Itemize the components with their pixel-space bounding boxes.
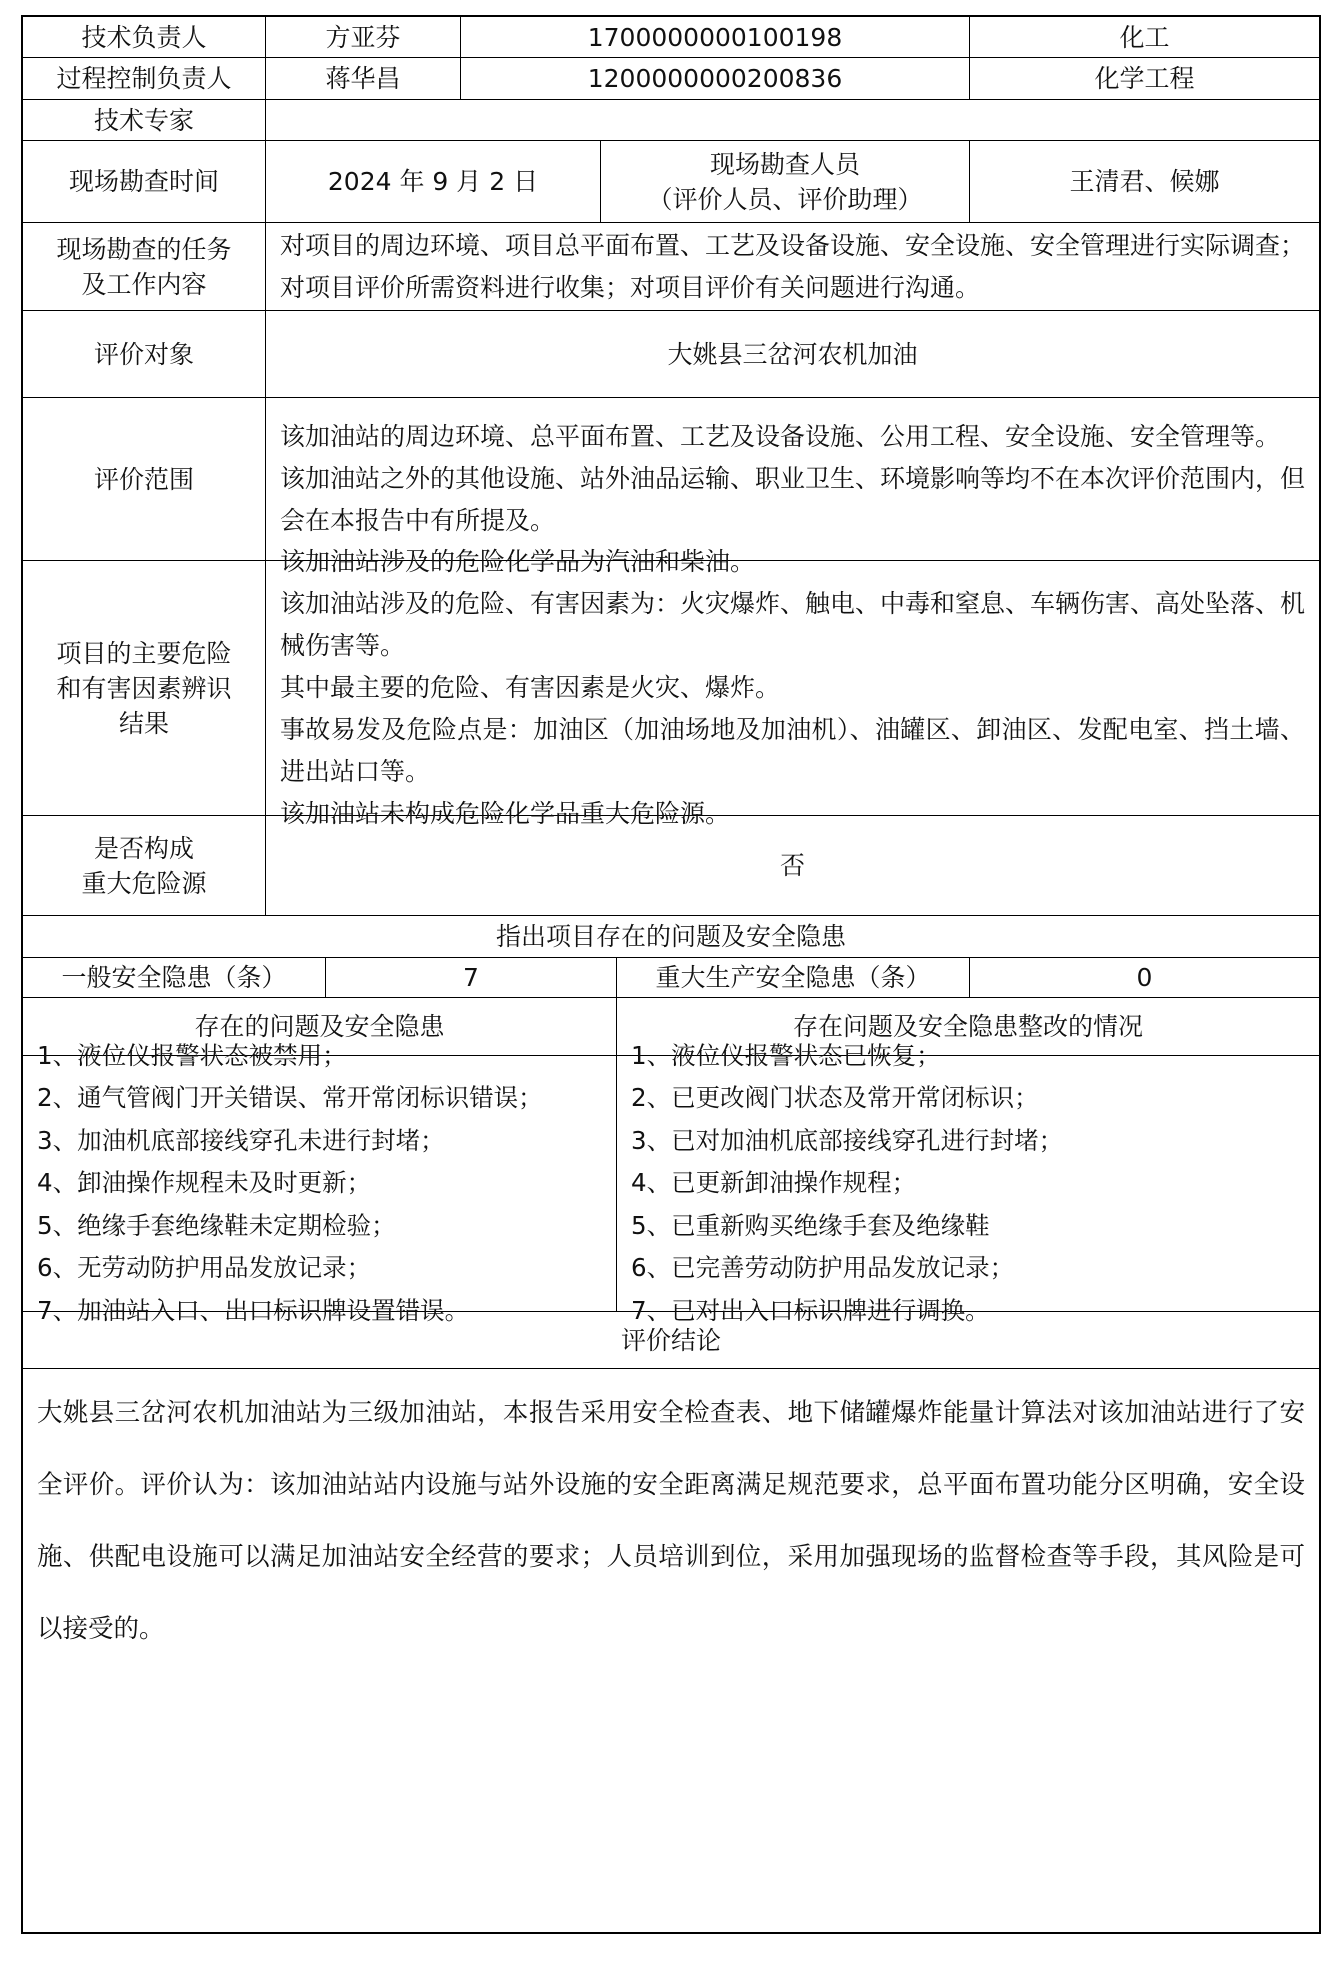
counts-row xyxy=(23,958,1319,998)
scope-paragraph: 该加油站的周边环境、总平面布置、工艺及设备设施、公用工程、安全设施、安全管理等。 xyxy=(280,422,1281,451)
conclusion-title: 评价结论 xyxy=(620,1325,721,1355)
rectification-item: 4、已更新卸油操作规程； xyxy=(631,1168,917,1198)
hazards-content xyxy=(266,547,1319,828)
rectification-item: 6、已完善劳动防护用品发放记录； xyxy=(631,1253,1015,1283)
issue-item: 6、无劳动防护用品发放记录； xyxy=(37,1253,372,1283)
issues-col-title: 存在的问题及安全隐患 xyxy=(23,998,617,1055)
process-lead-number: 1200000000200836 xyxy=(461,58,970,99)
scope-paragraph: 该加油站之外的其他设施、站外油品运输、职业卫生、环境影响等均不在本次评价范围内，但会在本报告中有所提及。 xyxy=(280,464,1306,535)
survey-row xyxy=(23,141,1319,223)
issues-header: 指出项目存在的问题及安全隐患 xyxy=(495,922,846,951)
process-lead-label: 过程控制负责人 xyxy=(23,58,266,99)
object-value: 大姚县三岔河农机加油 xyxy=(667,339,918,369)
major-source-label xyxy=(23,816,266,915)
expert-value xyxy=(266,100,1319,140)
tech-lead-name: 方亚芬 xyxy=(266,17,461,57)
rectification-item: 3、已对加油机底部接线穿孔进行封堵； xyxy=(631,1125,1064,1155)
issue-item: 1、液位仪报警状态被禁用； xyxy=(37,1040,347,1070)
major-source-row xyxy=(23,816,1319,916)
survey-staff-value: 王清君、候娜 xyxy=(1069,167,1220,196)
issue-item: 3、加油机底部接线穿孔未进行封堵； xyxy=(37,1125,445,1155)
object-row xyxy=(23,311,1319,398)
conclusion-title-row xyxy=(23,1312,1319,1369)
issue-item: 5、绝缘手套绝缘鞋未定期检验； xyxy=(37,1210,396,1240)
hazards-paragraph: 该加油站涉及的危险、有害因素为：火灾爆炸、触电、中毒和窒息、车辆伤害、高处坠落、机械伤害等。 xyxy=(280,589,1306,660)
survey-staff-label xyxy=(601,141,970,222)
general-hazard-count: 7 xyxy=(326,958,617,997)
scope-content xyxy=(266,398,1319,560)
conclusion-text: 大姚县三岔河农机加油站为三级加油站，本报告采用安全检查表、地下储罐爆炸能量计算法对该加油站进行了安全评价。评价认为：该加油站站内设施与站外设施的安全距离满足规范要求，总平面布置功能分区明确，安全设施、供配电设施可以满足加油站安全经营的要求；人员培训到位，采用加强现场的监督检查等手段，其风险是可以接受的。 xyxy=(37,1398,1305,1644)
issues-header-row xyxy=(23,916,1319,958)
scope-row xyxy=(23,398,1319,561)
task-row xyxy=(23,223,1319,311)
issues-list xyxy=(23,1040,617,1325)
scope-label: 评价范围 xyxy=(23,398,266,560)
conclusion-row xyxy=(23,1369,1319,1932)
task-label-line1: 现场勘查的任务 xyxy=(56,234,232,264)
hazards-label-line2: 和有害因素辨识 xyxy=(56,673,232,703)
expert-label: 技术专家 xyxy=(23,100,266,140)
process-lead-row xyxy=(23,58,1319,100)
hazards-label-line3: 结果 xyxy=(118,708,169,738)
rectification-item: 5、已重新购买绝缘手套及绝缘鞋 xyxy=(631,1210,990,1240)
major-hazard-label: 重大生产安全隐患（条） xyxy=(617,958,970,997)
hazards-paragraph: 该加油站涉及的危险化学品为汽油和柴油。 xyxy=(280,547,756,576)
tech-lead-number: 1700000000100198 xyxy=(461,17,970,57)
issue-item: 7、加油站入口、出口标识牌设置错误。 xyxy=(37,1295,470,1325)
survey-time-value: 2024 年 9 月 2 日 xyxy=(266,141,601,222)
rectification-item: 1、液位仪报警状态已恢复； xyxy=(631,1040,941,1070)
task-text: 对项目的周边环境、项目总平面布置、工艺及设备设施、安全设施、安全管理进行实际调查；对项目评价所需资料进行收集；对项目评价有关问题进行沟通。 xyxy=(280,230,1306,302)
expert-row xyxy=(23,100,1319,141)
major-source-label-line2: 重大危险源 xyxy=(81,868,207,898)
survey-staff-label-line2: （评价人员、评价助理） xyxy=(647,184,923,214)
issue-item: 2、通气管阀门开关错误、常开常闭标识错误； xyxy=(37,1083,543,1113)
hazards-paragraph: 事故易发及危险点是：加油区（加油场地及加油机）、油罐区、卸油区、发配电室、挡土墙、进出站口等。 xyxy=(280,715,1305,786)
process-lead-name: 蒋华昌 xyxy=(266,58,461,99)
major-source-value: 否 xyxy=(779,851,805,880)
issues-lists-row xyxy=(23,1040,1319,1325)
object-label: 评价对象 xyxy=(23,311,266,397)
major-hazard-count: 0 xyxy=(1136,963,1153,992)
rectification-item: 7、已对出入口标识牌进行调换。 xyxy=(631,1295,990,1325)
tech-lead-specialty: 化工 xyxy=(1119,22,1170,52)
rectification-col-title: 存在问题及安全隐患整改的情况 xyxy=(792,1012,1143,1041)
task-label xyxy=(23,223,266,310)
issue-item: 4、卸油操作规程未及时更新； xyxy=(37,1168,372,1198)
tech-lead-label: 技术负责人 xyxy=(23,17,266,57)
evaluation-form xyxy=(21,15,1321,1934)
hazards-paragraph: 其中最主要的危险、有害因素是火灾、爆炸。 xyxy=(280,673,781,702)
rectification-item: 2、已更改阀门状态及常开常闭标识； xyxy=(631,1083,1039,1113)
rectification-list xyxy=(617,1040,1319,1325)
survey-time-label: 现场勘查时间 xyxy=(23,141,266,222)
task-content xyxy=(266,223,1319,310)
hazards-label xyxy=(23,561,266,815)
hazards-row xyxy=(23,547,1319,828)
survey-staff-label-line1: 现场勘查人员 xyxy=(709,149,860,179)
tech-lead-row xyxy=(23,17,1319,58)
process-lead-specialty: 化学工程 xyxy=(1094,64,1195,93)
hazards-paragraph: 该加油站未构成危险化学品重大危险源。 xyxy=(280,799,731,828)
major-source-label-line1: 是否构成 xyxy=(93,833,194,863)
hazards-label-line1: 项目的主要危险 xyxy=(56,638,232,668)
general-hazard-label: 一般安全隐患（条） xyxy=(23,958,326,997)
task-label-line2: 及工作内容 xyxy=(81,269,207,299)
